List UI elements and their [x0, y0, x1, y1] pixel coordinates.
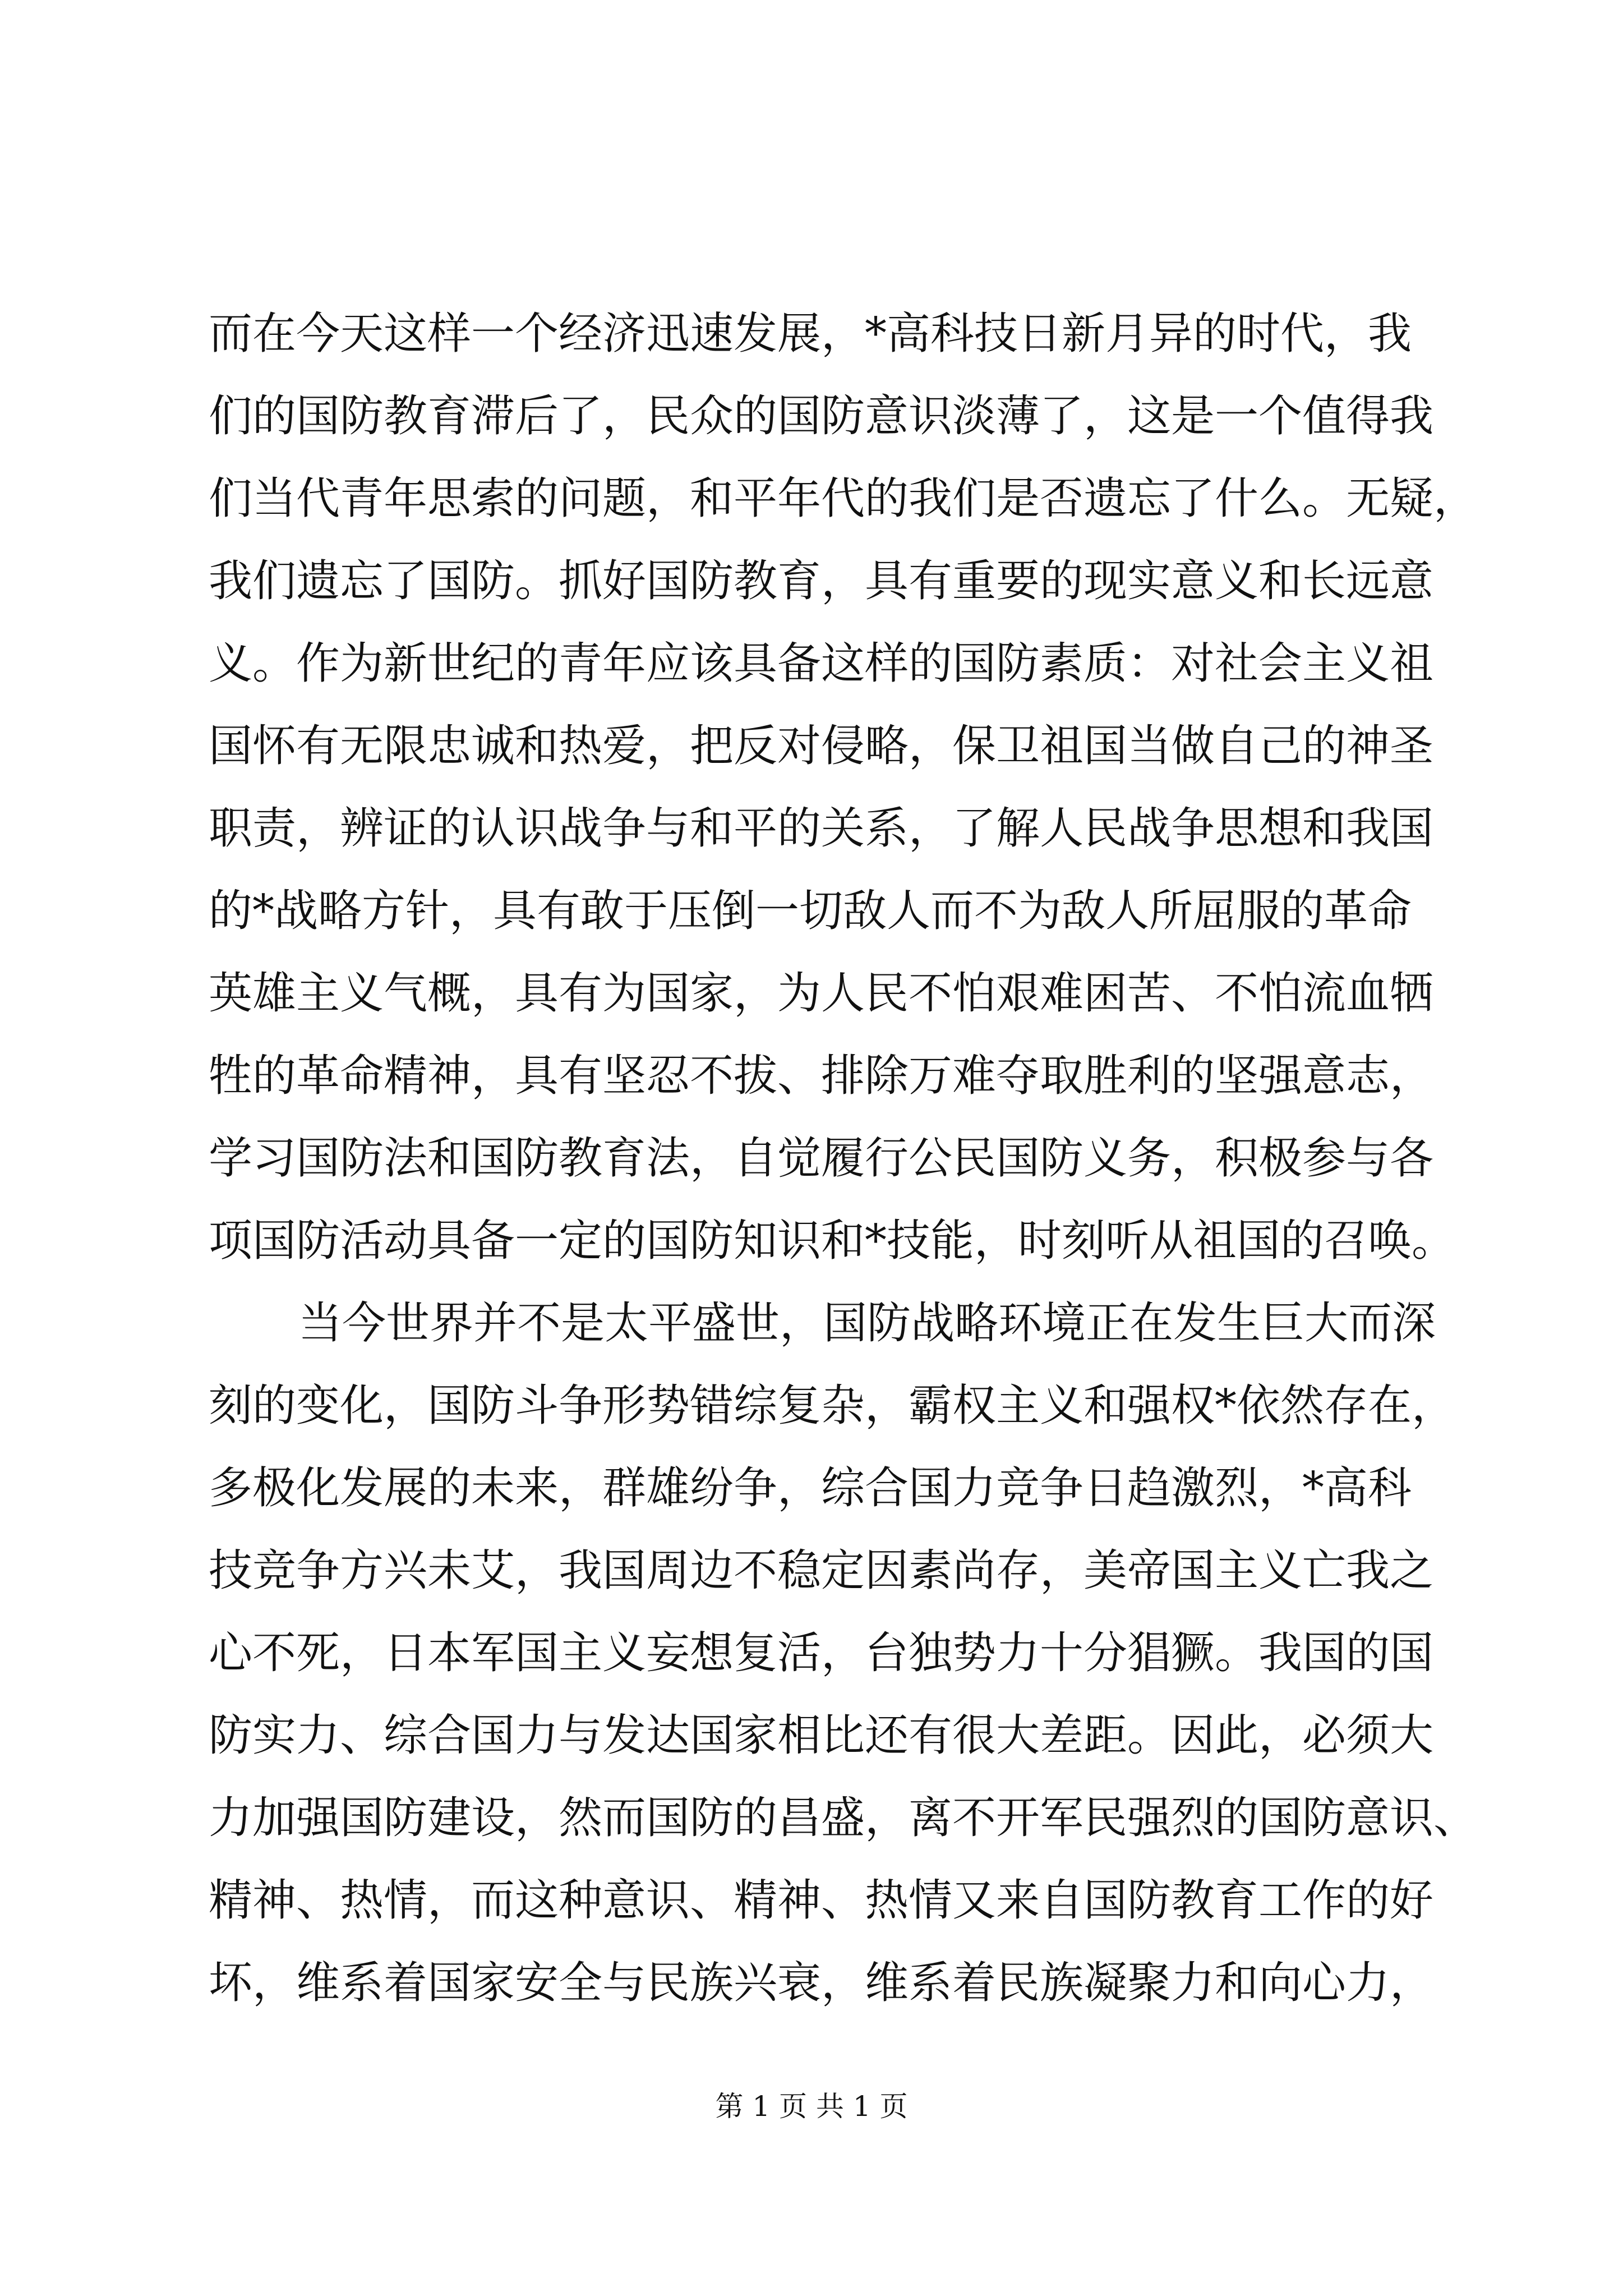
paragraph-1-line-6: 国怀有无限忠诚和热爱，把反对侵略，保卫祖国当做自己的神圣	[209, 721, 1434, 771]
paragraph-1-line-9: 英雄主义气概，具有为国家，为人民不怕艰难困苦、不怕流血牺	[209, 968, 1434, 1019]
paragraph-1-line-12: 项国防活动具备一定的国防知识和*技能，时刻听从祖国的召唤。	[209, 1216, 1456, 1266]
paragraph-1-line-5: 义。作为新世纪的青年应该具备这样的国防素质：对社会主义祖	[209, 638, 1434, 689]
paragraph-2-line-3: 多极化发展的未来，群雄纷争，综合国力竞争日趋激烈，*高科	[209, 1463, 1412, 1513]
page-footer: 第 1 页 共 1 页	[715, 2090, 908, 2123]
paragraph-2-line-1: 当今世界并不是太平盛世，国防战略环境正在发生巨大而深	[298, 1298, 1436, 1349]
paragraph-2-line-6: 防实力、综合国力与发达国家相比还有很大差距。因此，必须大	[209, 1710, 1434, 1761]
paragraph-1-line-2: 们的国防教育滞后了，民众的国防意识淡薄了，这是一个值得我	[209, 391, 1434, 441]
paragraph-1-line-7: 职责，辨证的认识战争与和平的关系，了解人民战争思想和我国	[209, 803, 1434, 854]
paragraph-2-line-7: 力加强国防建设，然而国防的昌盛，离不开军民强烈的国防意识、	[209, 1793, 1478, 1843]
paragraph-2-line-2: 刻的变化，国防斗争形势错综复杂，霸权主义和强权*依然存在，	[209, 1381, 1456, 1431]
paragraph-1-line-4: 我们遗忘了国防。抓好国防教育，具有重要的现实意义和长远意	[209, 556, 1434, 606]
paragraph-2-line-8: 精神、热情，而这种意识、精神、热情又来自国防教育工作的好	[209, 1875, 1434, 1926]
paragraph-2-line-4: 技竞争方兴未艾，我国周边不稳定因素尚存，美帝国主义亡我之	[209, 1545, 1434, 1596]
paragraph-1-line-3: 们当代青年思索的问题，和平年代的我们是否遗忘了什么。无疑，	[209, 473, 1478, 524]
paragraph-1-line-1: 而在今天这样一个经济迅速发展，*高科技日新月异的时代，我	[209, 309, 1412, 359]
paragraph-1-line-8: 的*战略方针，具有敢于压倒一切敌人而不为敌人所屈服的革命	[209, 886, 1412, 936]
paragraph-2-line-9: 坏，维系着国家安全与民族兴衰，维系着民族凝聚力和向心力，	[209, 1958, 1434, 2008]
paragraph-2-line-5: 心不死，日本军国主义妄想复活，台独势力十分猖獗。我国的国	[209, 1628, 1434, 1678]
paragraph-1-line-11: 学习国防法和国防教育法，自觉履行公民国防义务，积极参与各	[209, 1133, 1434, 1184]
paragraph-1-line-10: 牲的革命精神，具有坚忍不拔、排除万难夺取胜利的坚强意志，	[209, 1051, 1434, 1101]
